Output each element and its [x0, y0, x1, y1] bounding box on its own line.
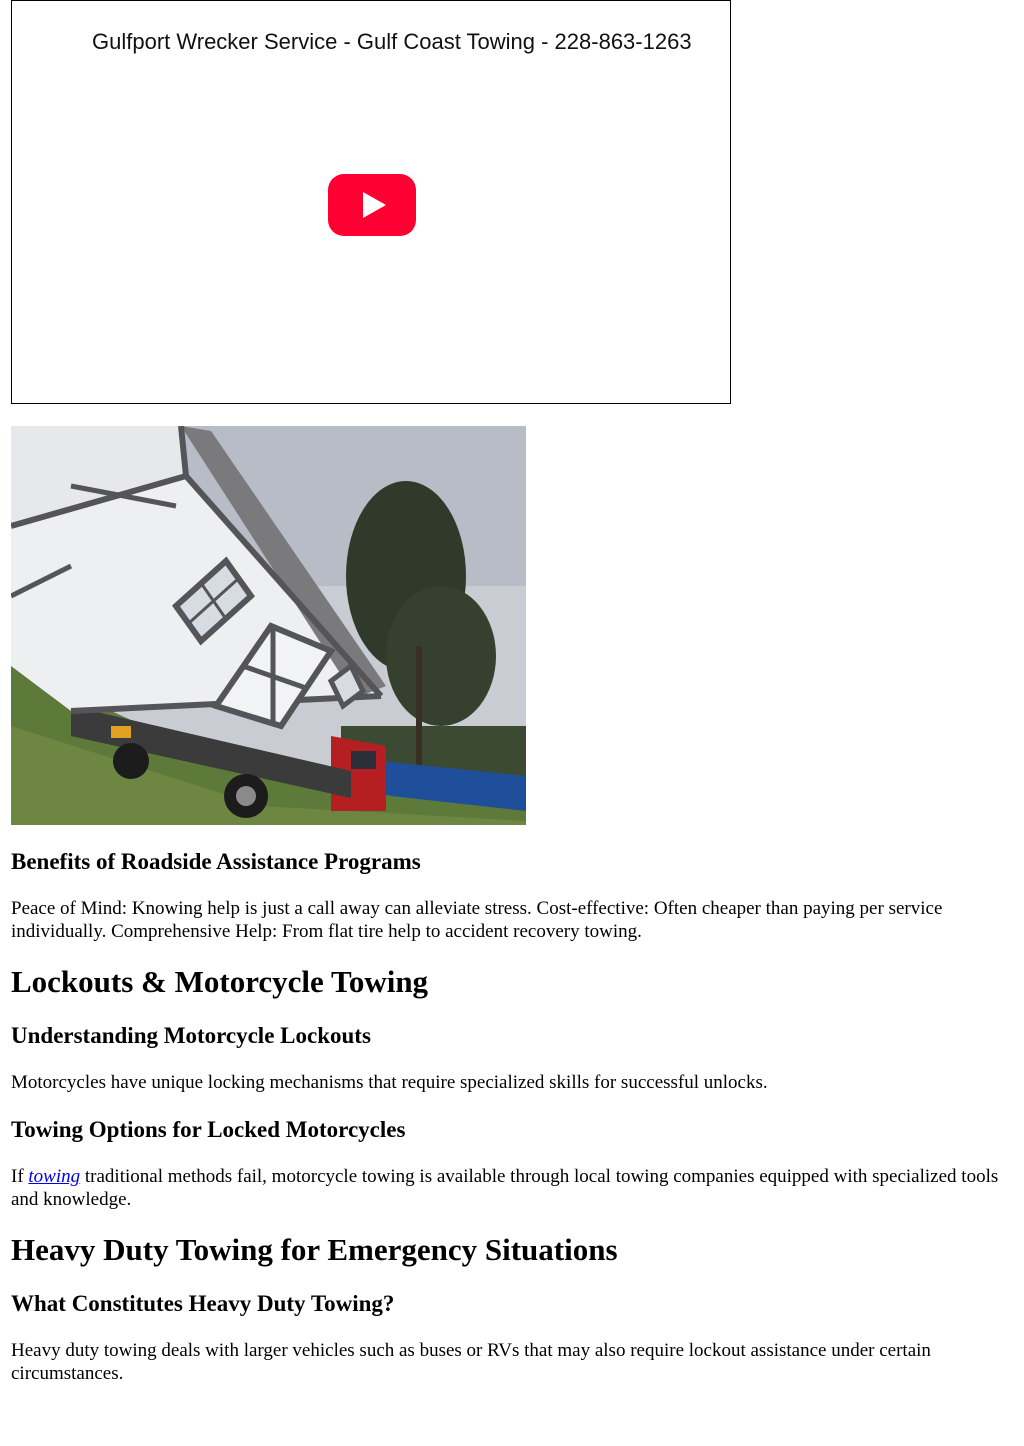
constitutes-heading: What Constitutes Heavy Duty Towing?: [11, 1291, 395, 1316]
understanding-heading: Understanding Motorcycle Lockouts: [11, 1023, 371, 1048]
options-heading: Towing Options for Locked Motorcycles: [11, 1117, 406, 1142]
heavy-duty-heading: Heavy Duty Towing for Emergency Situations: [11, 1232, 618, 1267]
photo-shed-on-tow-truck: [11, 426, 526, 825]
benefits-heading: Benefits of Roadside Assistance Programs: [11, 849, 421, 874]
options-text-before: If: [11, 1166, 29, 1187]
lockouts-heading: Lockouts & Motorcycle Towing: [11, 964, 429, 999]
video-title[interactable]: Gulfport Wrecker Service - Gulf Coast Towing - 228-863-1263: [92, 29, 692, 54]
page-content: [11, 0, 1014, 1385]
understanding-paragraph: Motorcycles have unique locking mechanisms that require specialized skills for successful unlocks.: [11, 1072, 768, 1093]
constitutes-paragraph: Heavy duty towing deals with larger vehicles such as buses or RVs that may also require lockout assistance under certain circumstances.: [11, 1340, 931, 1384]
towing-link[interactable]: towing: [28, 1166, 81, 1187]
benefits-paragraph: Peace of Mind: Knowing help is just a call away can alleviate stress. Cost-effective: Often cheaper than paying per service individually. Comprehensive Help: From flat tire help to accident recovery towing.: [11, 898, 943, 942]
options-text-after: traditional methods fail, motorcycle towing is available through local towing companies equipped with specialized tools and knowledge.: [11, 1166, 999, 1210]
options-paragraph: [11, 1165, 1014, 1211]
youtube-play-icon[interactable]: [328, 174, 416, 236]
video-embed[interactable]: [11, 0, 731, 404]
